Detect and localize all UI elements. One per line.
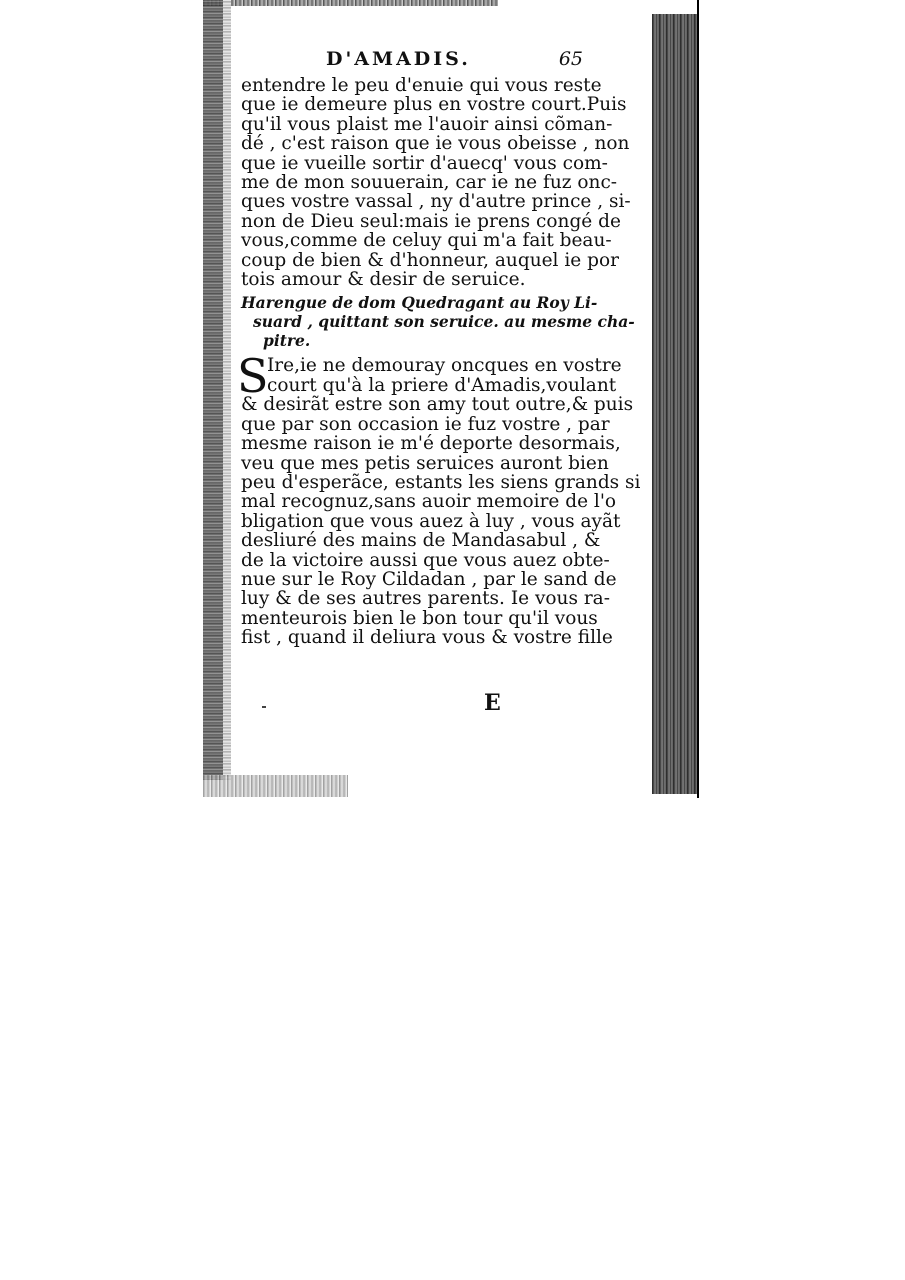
text-line: vous,comme de celuy qui m'a fait beau- (241, 230, 612, 252)
page-header (241, 48, 583, 76)
text-line: qu'il vous plaist me l'auoir ainsi cõman- (241, 113, 613, 135)
text-line: que ie vueille sortir d'auecq' vous com- (241, 152, 608, 174)
text-line: Ire,ie ne demouray oncques en vostre (267, 355, 622, 377)
book-gutter-shadow (203, 0, 223, 780)
text-line: court qu'à la priere d'Amadis,voulant (267, 374, 617, 396)
page-stack-edge (652, 14, 698, 794)
text-line: veu que mes petis seruices auront bien (241, 452, 609, 474)
running-title: D'AMADIS. (326, 48, 471, 70)
page-number: 65 (558, 48, 583, 70)
text-block (237, 48, 641, 649)
text-line: fist , quand il deliura vous & vostre fille (241, 627, 613, 649)
text-line: tois amour & desir de seruice. (241, 269, 526, 291)
text-line: me de mon souuerain, car ie ne fuz onc- (241, 172, 618, 194)
text-line: nue sur le Roy Cildadan , par le sand de (241, 568, 617, 590)
paragraph-1 (241, 75, 631, 291)
text-line: peu d'esperãce, estants les siens grands si (241, 471, 641, 493)
text-line: que ie demeure plus en vostre court.Puis (241, 94, 627, 116)
text-line: desliuré des mains de Mandasabul , & (241, 530, 601, 552)
heading-line: Harengue de dom Quedragant au Roy Li- (241, 293, 598, 313)
paragraph-2 (237, 349, 641, 649)
heading-line: suard , quittant son seruice. au mesme cha- (253, 312, 635, 332)
text-line: & desirãt estre son amy tout outre,& puis (241, 394, 634, 416)
ink-speck (262, 706, 266, 708)
page-top-edge (203, 0, 498, 6)
signature-mark: E (484, 690, 501, 716)
text-line: dé , c'est raison que ie vous obeisse , non (241, 133, 630, 155)
page-stack-border (697, 0, 699, 798)
section-heading (241, 293, 635, 351)
text-line: ques vostre vassal , ny d'autre prince , si- (241, 191, 631, 213)
text-line: coup de bien & d'honneur, auquel ie por (241, 249, 619, 271)
text-line: que par son occasion ie fuz vostre , par (241, 413, 610, 435)
book-gutter-inner (223, 0, 231, 780)
text-line: menteurois bien le bon tour qu'il vous (241, 607, 598, 629)
text-line: luy & de ses autres parents. Ie vous ra- (241, 588, 610, 610)
text-line: mesme raison ie m'é deporte desormais, (241, 433, 621, 455)
text-line: entendre le peu d'enuie qui vous reste (241, 75, 602, 96)
text-line: mal recognuz,sans auoir memoire de l'o (241, 491, 617, 513)
drop-capital: S (237, 349, 269, 404)
text-line: bligation que vous auez à luy , vous ayãt (241, 510, 621, 532)
text-line: de la victoire aussi que vous auez obte- (241, 549, 610, 571)
page-bottom-edge (203, 775, 348, 797)
heading-line: pitre. (263, 331, 311, 351)
text-line: non de Dieu seul:mais ie prens congé de (241, 210, 621, 232)
